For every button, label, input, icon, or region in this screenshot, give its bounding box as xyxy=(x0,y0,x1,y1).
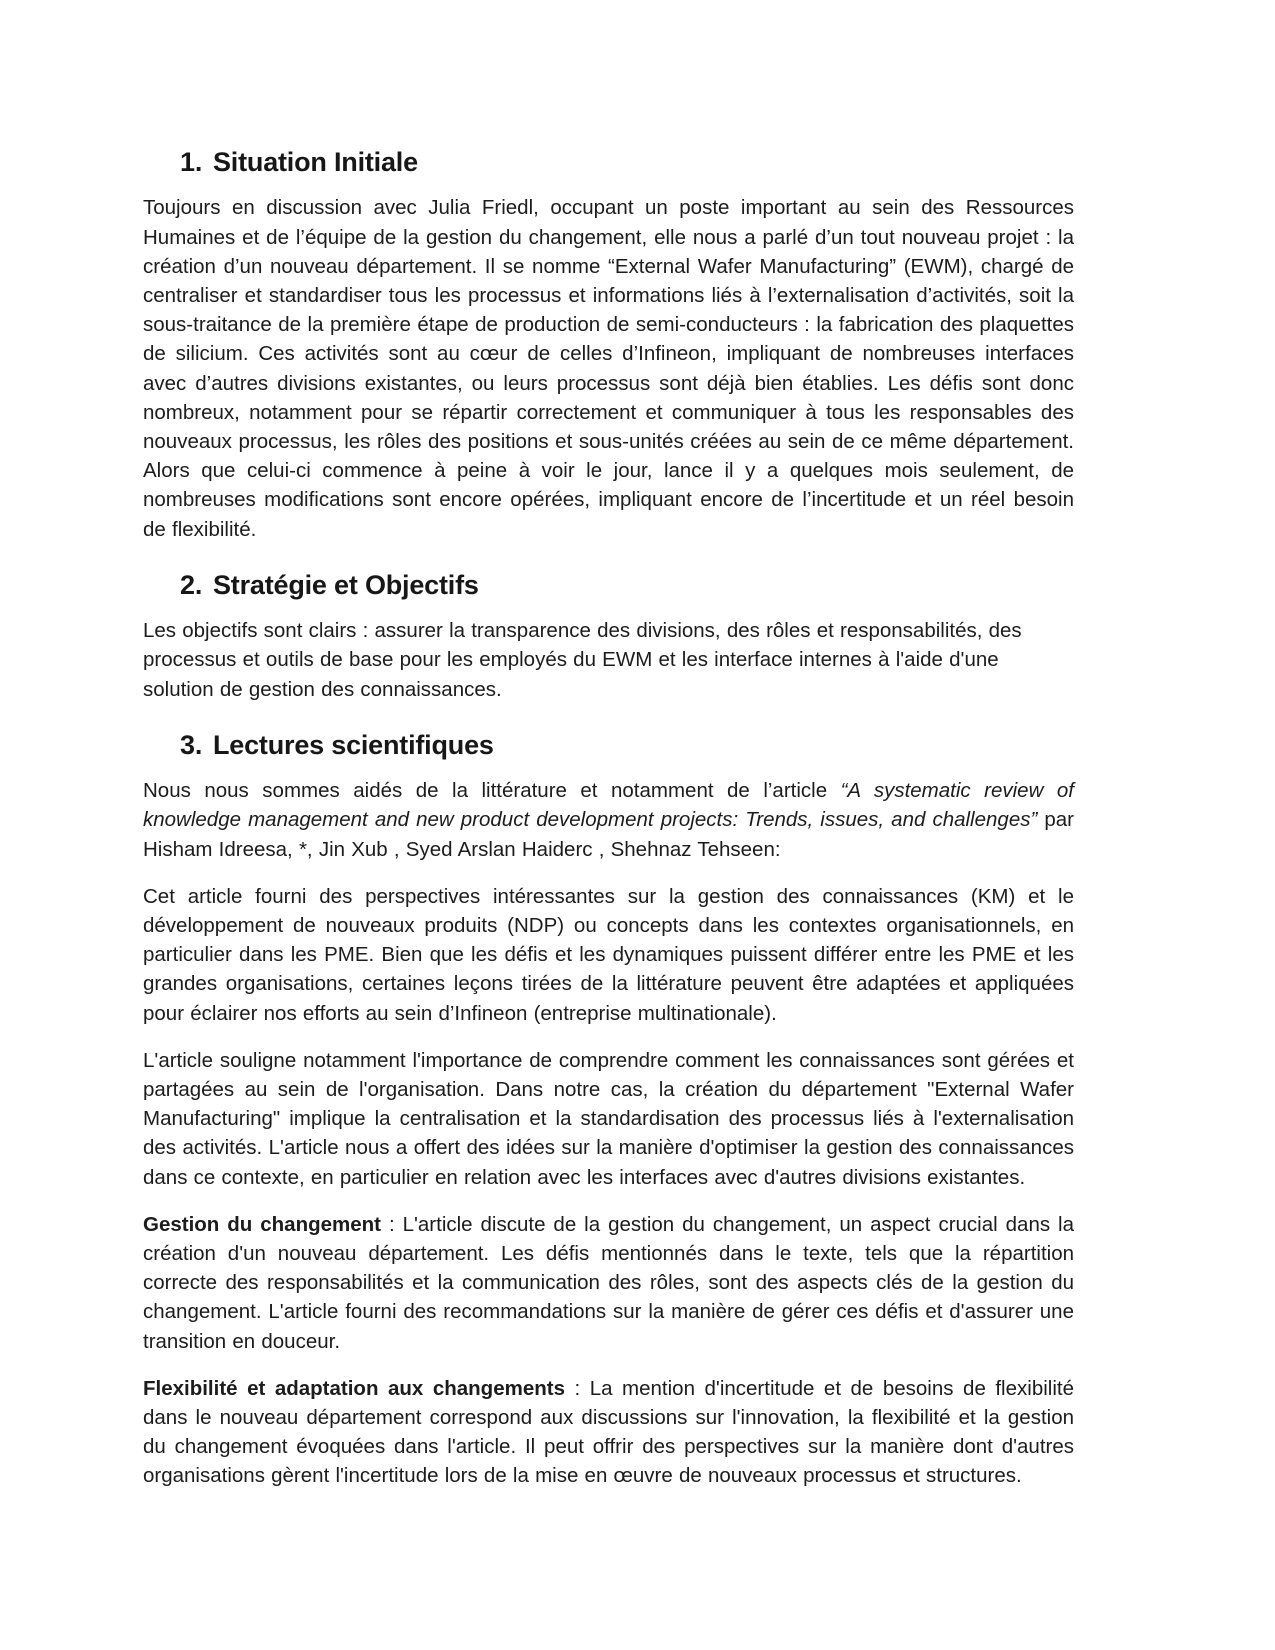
paragraph xyxy=(143,616,1074,704)
text-run: : L'article discute de la gestion du changement, un aspect crucial dans la création d'un nouveau département. Les défis mentionnés dans le texte, tels que la répartition correcte des responsabilités et la communication des rôles, sont des aspects clés de la gestion du changement. L'article fourni des recommandations sur la manière de gérer ces défis et d'assurer une transition en douceur. xyxy=(143,1212,1074,1353)
heading-text: Lectures scientifiques xyxy=(213,729,494,760)
heading-number: 2. xyxy=(180,569,203,600)
heading-number: 3. xyxy=(180,729,203,760)
text-run: : La mention d'incertitude et de besoins de flexibilité dans le nouveau département correspond aux discussions sur l'innovation, la flexibilité et la gestion du changement évoquées dans l'article. Il peut offrir des perspectives sur la manière dont d'autres organisations gèrent l'incertitude lors de la mise en œuvre de nouveaux processus et structures. xyxy=(143,1376,1074,1488)
text-run-bold: Gestion du changement xyxy=(143,1212,381,1236)
text-run: L'article souligne notamment l'importance de comprendre comment les connaissances sont gérées et partagées au sein de l'organisation. Dans notre cas, la création du département "External Wafer Manufacturing" implique la centralisation et la standardisation des processus liés à l'externalisation des activités. L'article nous a offert des idées sur la manière d'optimiser la gestion des connaissances dans ce contexte, en particulier en relation avec les interfaces avec d'autres divisions existantes. xyxy=(143,1048,1074,1189)
section-heading xyxy=(180,146,1074,178)
paragraph xyxy=(143,882,1074,1028)
text-run: Nous nous sommes aidés de la littérature et notamment de l’article xyxy=(143,779,841,803)
text-run-bold: Flexibilité et adaptation aux changements xyxy=(143,1376,565,1400)
paragraph xyxy=(143,1374,1074,1491)
text-run: Les objectifs sont clairs : assurer la transparence des divisions, des rôles et responsabilités, des processus et outils de base pour les employés du EWM et les interface internes à l'aide d'une solution de gestion des connaissances. xyxy=(143,619,1022,701)
heading-text: Stratégie et Objectifs xyxy=(213,569,479,600)
paragraph xyxy=(143,1046,1074,1192)
text-run: Toujours en discussion avec Julia Friedl, occupant un poste important au sein des Ressources Humaines et de l’équipe de la gestion du changement, elle nous a parlé d’un tout nouveau projet : la création d’un nouveau département. Il se nomme “External Wafer Manufacturing” (EWM), chargé de centraliser et standardiser tous les processus et informations liés à l’externalisation d’activités, soit la sous-traitance de la première étape de production de semi-conducteurs : la fabrication des plaquettes de silicium. Ces activités sont au cœur de celles d’Infineon, impliquant de nombreuses interfaces avec d’autres divisions existantes, ou leurs processus sont déjà bien établies. Les défis sont donc nombreux, notamment pour se répartir correctement et communiquer à tous les responsables des nouveaux processus, les rôles des positions et sous-unités créées au sein de ce même département. Alors que celui-ci commence à peine à voir le jour, lance il y a quelques mois seulement, de nombreuses modifications sont encore opérées, impliquant encore de l’incertitude et un réel besoin de flexibilité. xyxy=(143,196,1074,541)
paragraph xyxy=(143,193,1074,543)
heading-number: 1. xyxy=(180,147,203,177)
text-run: Cet article fourni des perspectives intéressantes sur la gestion des connaissances (KM) et le développement de nouveaux produits (NDP) ou concepts dans les contextes organisationnels, en particulier dans les PME. Bien que les défis et les dynamiques puissent différer entre les PME et les grandes organisations, certaines leçons tirées de la littérature peuvent être adaptées et appliquées pour éclairer nos efforts au sein d’Infineon (entreprise multinationale). xyxy=(143,884,1074,1025)
paragraph xyxy=(143,776,1074,864)
text-run-italic: “A systematic review of knowledge management and new product development projects: Trends, issues, and challenges” xyxy=(143,779,1074,832)
document-body xyxy=(143,118,1074,1509)
section-heading xyxy=(180,729,1074,761)
paragraph xyxy=(143,1210,1074,1356)
text-run: par Hisham Idreesa, *, Jin Xub , Syed Arslan Haiderc , Shehnaz Tehseen: xyxy=(143,808,1075,861)
heading-text: Situation Initiale xyxy=(213,147,418,177)
section-heading xyxy=(180,569,1074,601)
